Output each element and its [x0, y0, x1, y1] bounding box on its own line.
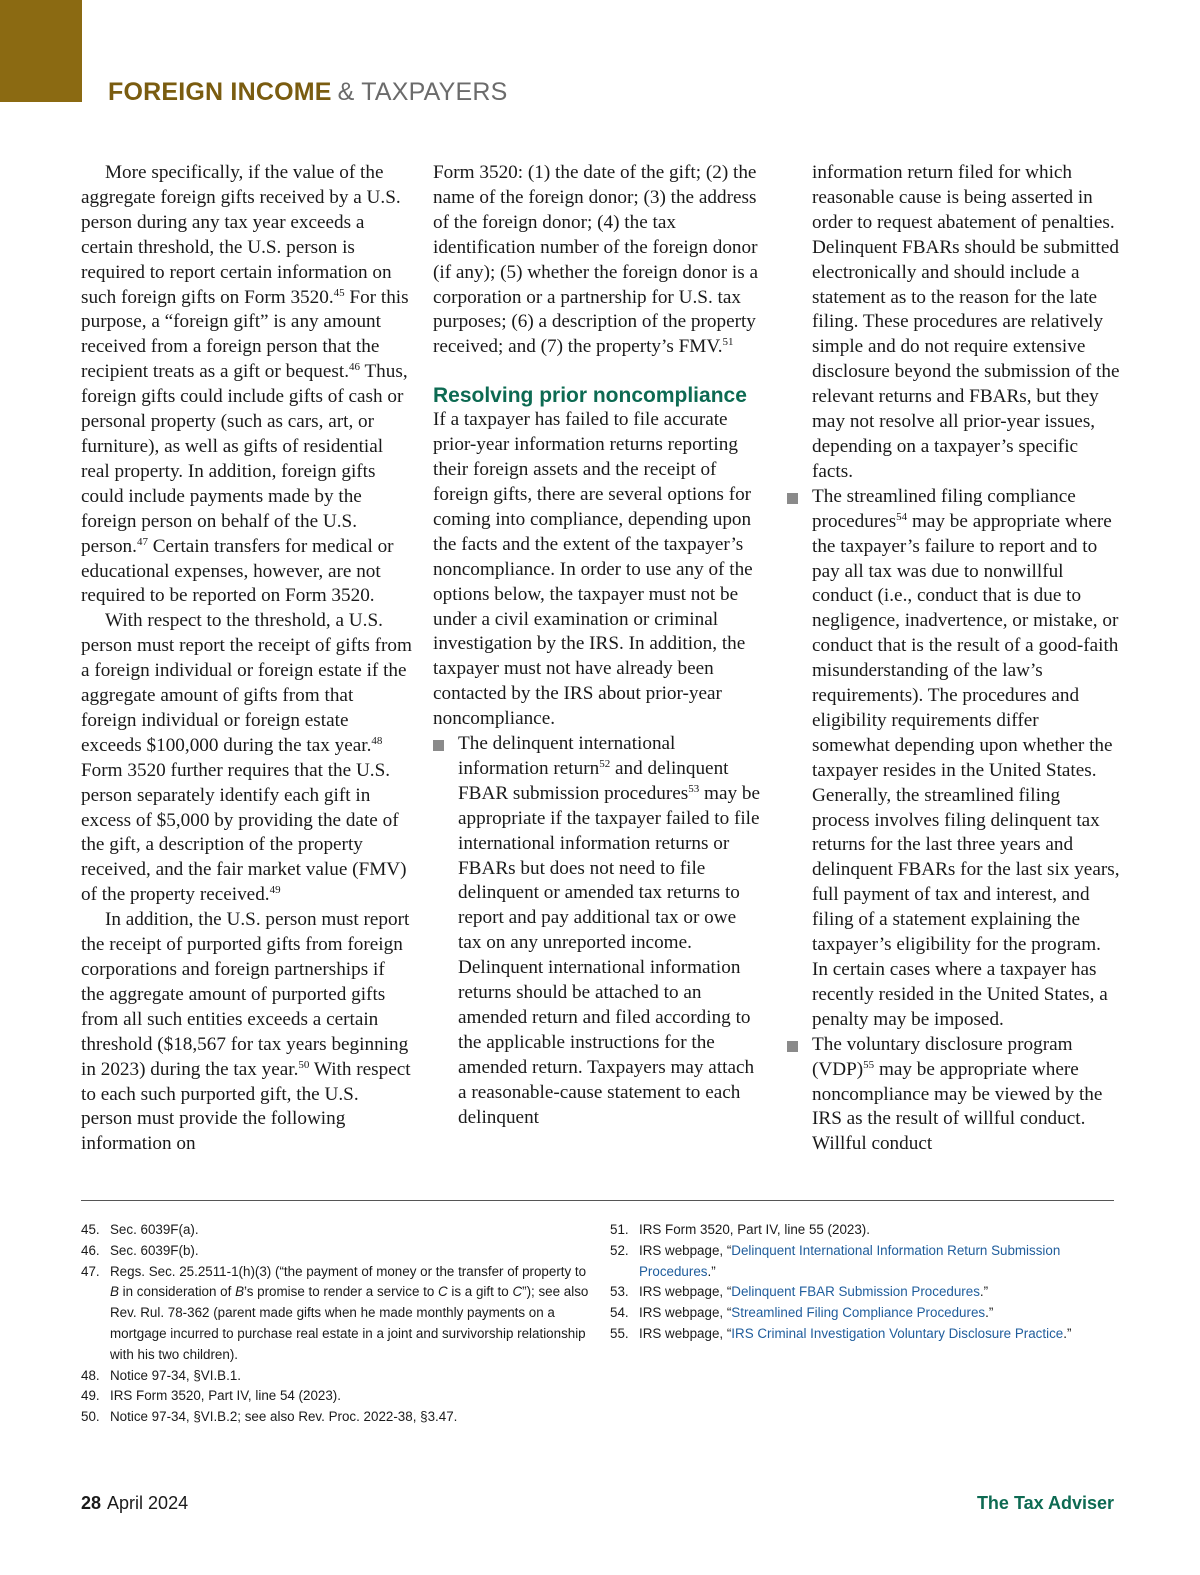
paragraph: More specifically, if the value of the aggregate foreign gifts received by a U.S. person during any tax year exceeds a certain threshold, the U.S. person is required to report certain information on such foreign gifts on Form 3520.45 For this purpose, a “foreign gift” is any amount received from a foreign person that the recipient treats as a gift or bequest.$^{46}$ Thus, foreign gifts could include gifts of cash or personal property (such as cars, art, or furniture), as well as gifts of residential real property. In addition, foreign gifts could include payments made by the foreign person on behalf of the U.S. person.$^{47}$ Certain transfers for medical or educational expenses, however, are not required to be reported on Form 3520.: [81, 162, 409, 607]
footnote-ref[interactable]: 48: [371, 734, 383, 747]
footnote-ref[interactable]: 49: [269, 884, 281, 897]
footnote-ref[interactable]: 47: [136, 535, 148, 548]
footnote-ref[interactable]: 46: [349, 361, 360, 374]
bullet-square-icon: [787, 493, 798, 504]
footnote: 49. IRS Form 3520, Part IV, line 54 (2023).: [81, 1388, 341, 1404]
publication-name: The Tax Adviser: [976, 1493, 1114, 1513]
footnote: 54. IRS webpage, “Streamlined Filing Compliance Procedures.”: [610, 1305, 994, 1321]
footnotes-right: [610, 1220, 1120, 1345]
footnote: 48. Notice 97-34, §VI.B.1.: [81, 1367, 242, 1383]
footnote: 53. IRS webpage, “Delinquent FBAR Submission Procedures.”: [610, 1284, 989, 1300]
bullet-item: The voluntary disclosure program (VDP)$^{55}$ may be appropriate where noncompliance may be viewed by the IRS as the result of willful conduct. Willful conduct: [787, 1033, 1120, 1158]
footnote: 47. Regs. Sec. 25.2511-1(h)(3) (“the payment of money or the transfer of property to B in consideration of B’s promise to render a service to C is a gift to C”); see also Rev. Rul. 78-362 (parent made gifts when he made monthly payments on a mortgage incurred to purchase real estate in a joint and survivorship relationship with his two children).: [81, 1263, 589, 1362]
section-header: [108, 78, 508, 107]
footnote-ref[interactable]: 51: [722, 336, 734, 349]
article-column-3: [787, 161, 1120, 1157]
corner-accent-block: [0, 0, 82, 102]
footnote-link[interactable]: Streamlined Filing Compliance Procedures: [731, 1305, 986, 1321]
footnote-link[interactable]: Delinquent FBAR Submission Procedures: [731, 1284, 980, 1300]
paragraph: If a taxpayer has failed to file accurate prior-year information returns reporting their foreign assets and the receipt of foreign gifts, there are several options for coming into compliance, depending upon the facts and the extent of the taxpayer’s noncompliance. In order to use any of the options below, the taxpayer must not be under a civil examination or criminal investigation by the IRS. In addition, the taxpayer must not have already been contacted by the IRS about prior-year noncompliance.: [433, 409, 753, 730]
footnote: 51. IRS Form 3520, Part IV, line 55 (2023).: [610, 1222, 870, 1237]
footnote: 55. IRS webpage, “IRS Criminal Investigation Voluntary Disclosure Practice.”: [610, 1325, 1072, 1341]
subheading: Resolving prior noncompliance: [433, 384, 747, 408]
footnote-divider: [81, 1200, 1114, 1201]
section-title-light: & TAXPAYERS: [337, 78, 508, 106]
article-column-2: [433, 161, 763, 1131]
footnote: 46. Sec. 6039F(b).: [81, 1242, 199, 1258]
footnote-ref[interactable]: 52: [599, 757, 611, 770]
footnote-ref[interactable]: 54: [896, 510, 908, 523]
paragraph: Form 3520: (1) the date of the gift; (2) the name of the foreign donor; (3) the address of the foreign donor; (4) the tax identification number of the foreign donor (if any); (5) whether the foreign donor is a corporation or a partnership for U.S. tax purposes; (6) a description of the property received; and (7) the property’s FMV.$^{51}$: [433, 162, 759, 358]
footnote-link[interactable]: Delinquent International Information Return Submission Procedures: [639, 1242, 1061, 1279]
footnote-ref[interactable]: 55: [863, 1058, 875, 1071]
bullet-item: The delinquent international information return$^{52}$ and delinquent FBAR submission procedures$^{53}$ may be appropriate if the taxpayer failed to file international information returns or FBARs but does not need to file delinquent or amended tax returns to report and pay additional tax or owe tax on any unreported income. Delinquent international information returns should be attached to an amended return and filed according to the applicable instructions for the amended return. Taxpayers may attach a reasonable-cause statement to each delinquent: [433, 732, 763, 1131]
footnotes-left: [81, 1220, 591, 1428]
page-number: 28: [81, 1493, 102, 1513]
section-title-strong: FOREIGN INCOME: [108, 78, 332, 106]
paragraph: In addition, the U.S. person must report the receipt of purported gifts from foreign corporations and foreign partnerships if the aggregate amount of purported gifts from all such entities exceeds a certain threshold ($18,567 for tax years beginning in 2023) during the tax year.$^{50}$ With respect to each such purported gift, the U.S. person must provide the following information on: [81, 909, 411, 1155]
issue-date: April 2024: [107, 1493, 189, 1513]
footnote-ref[interactable]: 50: [298, 1058, 310, 1071]
bullet-square-icon: [787, 1041, 798, 1052]
footnote-link[interactable]: IRS Criminal Investigation Voluntary Disclosure Practice: [731, 1325, 1064, 1341]
footnote: 52. IRS webpage, “Delinquent International Information Return Submission Procedures.”: [610, 1242, 1061, 1279]
paragraph: information return filed for which reasonable cause is being asserted in order to request abatement of penalties. Delinquent FBARs should be submitted electronically and should include a statement as to the reason for the late filing. These procedures are relatively simple and do not require extensive disclosure beyond the submission of the relevant returns and FBARs, but they may not resolve all prior-year issues, depending on a taxpayer’s specific facts.: [812, 162, 1120, 482]
footnote: 45. Sec. 6039F(a).: [81, 1222, 199, 1237]
article-column-1: [81, 161, 412, 1157]
footnote-ref[interactable]: 53: [688, 782, 700, 795]
bullet-item: The streamlined filing compliance procedures$^{54}$ may be appropriate where the taxpayer’s failure to report and to pay all tax was due to nonwillful conduct (i.e., conduct that is due to negligence, inadvertence, or mistake, or conduct that is the result of a good-faith misunderstanding of the law’s requirements). The procedures and eligibility requirements differ somewhat depending upon whether the taxpayer resides in the United States. Generally, the streamlined filing process involves filing delinquent tax returns for the last three years and delinquent FBARs for the last six years, full payment of tax and interest, and filing of a statement explaining the taxpayer’s eligibility for the program. In certain cases where a taxpayer has recently resided in the United States, a penalty may be imposed.: [787, 485, 1120, 1033]
bullet-square-icon: [433, 740, 444, 751]
paragraph: With respect to the threshold, a U.S. person must report the receipt of gifts from a foreign individual or foreign estate if the aggregate amount of gifts from that foreign individual or foreign estate exceeds $100,000 during the tax year.$^{48}$ Form 3520 further requires that the U.S. person separately identify each gift in excess of $5,000 by providing the date of the gift, a description of the property received, and the fair market value (FMV) of the property received.$^{49}$: [81, 610, 412, 906]
footnote: 50. Notice 97-34, §VI.B.2; see also Rev. Proc. 2022-38, §3.47.: [81, 1409, 458, 1425]
footnote-ref[interactable]: 45: [333, 286, 345, 299]
page-footer-left: [81, 1493, 188, 1514]
